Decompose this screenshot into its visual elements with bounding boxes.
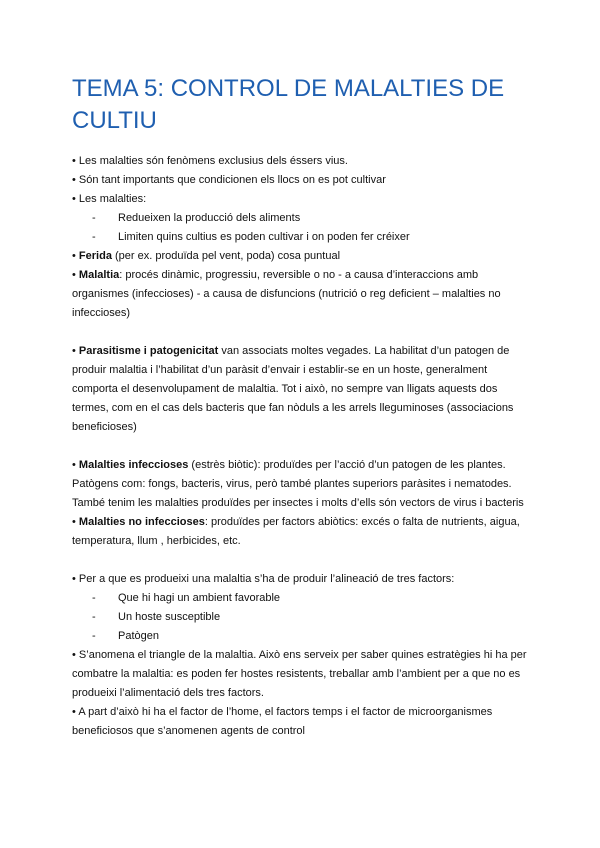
bullet-icon: •	[72, 269, 76, 281]
bullet-icon: •	[72, 193, 76, 205]
bullet-icon: •	[72, 345, 76, 357]
bullet-text: Les malalties són fenòmens exclusius dels éssers vius.	[78, 155, 348, 167]
dash-icon: -	[92, 611, 96, 623]
document-body	[72, 152, 532, 741]
dash-icon: -	[92, 212, 96, 224]
bullet-icon: •	[72, 516, 76, 528]
bullet-triangle-text: • S’anomena el triangle de la malaltia. Això ens serveix per saber quines estratègies hi ha per combatre la malaltia: es poden fer hostes resistents, treballar amb l’ambient per a que no es produeixi l’alimentació dels tres factors.	[72, 649, 527, 699]
sub-item: - Patògen	[72, 627, 532, 646]
bullet-les-malalties	[72, 190, 532, 209]
term: Malaltia	[78, 269, 120, 281]
bullet-no-infeccioses: • Malalties no infeccioses: produïdes per factors abiòtics: excés o falta de nutrients, aigua, temperatura, llum , herbicides, etc.	[72, 516, 520, 547]
sub-item: - Limiten quins cultius es poden cultivar i on poden fer créixer	[72, 228, 532, 247]
term: Malalties no infeccioses	[78, 516, 205, 528]
dash-icon: -	[92, 592, 96, 604]
term: Ferida	[78, 250, 112, 262]
dash-icon: -	[92, 231, 96, 243]
dash-icon: -	[92, 630, 96, 642]
bullet-text: Són tant importants que condicionen els llocs on es pot cultivar	[78, 174, 386, 186]
bullet-ferida: • Ferida (per ex. produïda pel vent, poda) cosa puntual	[72, 250, 341, 262]
bullet-malaltia: • Malaltia: procés dinàmic, progressiu, reversible o no - a causa d’interaccions amb organismes (infeccioses) - a causa de disfuncions (nutrició o reg deficient – malalties no infeccioses)	[72, 269, 501, 319]
sub-item: - Un hoste susceptible	[72, 608, 532, 627]
term: Parasitisme i patogenicitat	[78, 345, 219, 357]
bullet-malalties-fenomens	[72, 152, 532, 171]
bullet-icon: •	[72, 459, 76, 471]
bullet-factor-home: • A part d’això hi ha el factor de l’home, el factors temps i el factor de microorganismes beneficiosos que s’anomenen agents de control	[72, 706, 493, 737]
term: Malalties infeccioses	[78, 459, 189, 471]
bullet-icon: •	[72, 174, 76, 186]
bullet-icon: •	[72, 649, 76, 661]
sub-item: - Que hi hagi un ambient favorable	[72, 589, 532, 608]
bullet-triangle-intro: • Per a que es produeixi una malaltia s’ha de produir l’alineació de tres factors:	[72, 573, 455, 585]
bullet-icon: •	[72, 155, 76, 167]
sub-item: - Redueixen la producció dels aliments	[72, 209, 532, 228]
page-title: TEMA 5: CONTROL DE MALALTIES DE CULTIU	[72, 75, 505, 134]
bullet-text: Les malalties:	[78, 193, 147, 205]
bullet-importants	[72, 171, 532, 190]
bullet-icon: •	[72, 250, 76, 262]
bullet-icon: •	[72, 573, 76, 585]
bullet-infeccioses: • Malalties infeccioses (estrès biòtic): produïdes per l’acció d’un patogen de les plantes. Patògens com: fongs, bacteris, virus, però també plantes superiors paràsites i nematodes. També tenim les malalties produïdes per insectes i molts d’ells són vectors de virus i bacteris	[72, 459, 524, 509]
bullet-icon: •	[72, 706, 76, 718]
bullet-parasitisme: • Parasitisme i patogenicitat van associats moltes vegades. La habilitat d’un patogen de produir malaltia i l’habilitat d’un paràsit d’envair i establir-se en un hoste, generalment comporta el desenvolupament de malaltia. Tot i això, no sempre van lligats aquests dos termes, com en el cas dels bacteris que fan nòduls a les arrels lleguminoses (associacions beneficioses)	[72, 345, 514, 433]
